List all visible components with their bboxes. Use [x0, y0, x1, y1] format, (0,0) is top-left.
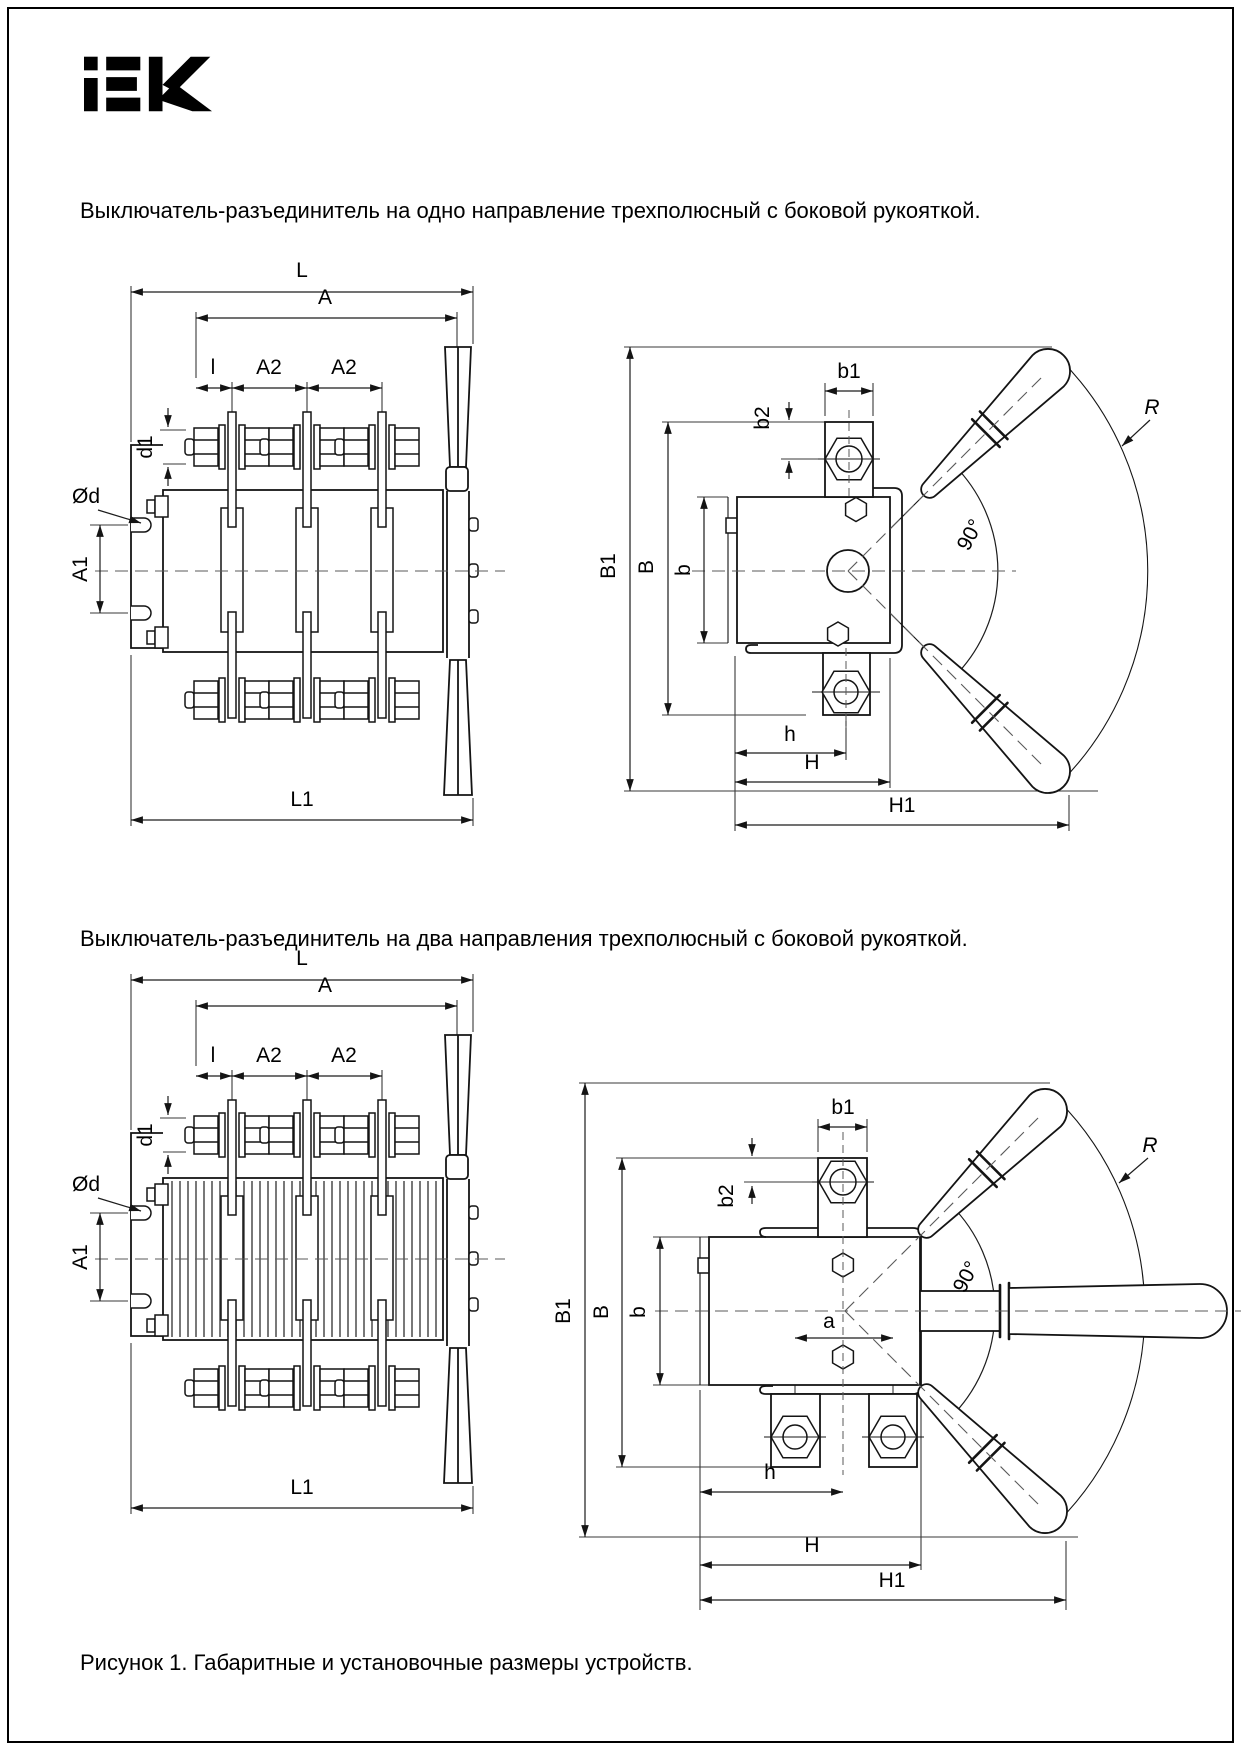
figure2-side-view — [552, 1083, 1241, 1610]
dim-label-A2: A2 — [331, 356, 357, 379]
dim-label-Od: Ød — [72, 1173, 101, 1196]
dim-label-H: H — [804, 1534, 820, 1557]
figure2-front-view — [69, 947, 505, 1514]
dim-label-90deg: 90° — [952, 515, 988, 555]
dim-label-A: A — [317, 974, 333, 997]
dim-label-L1: L1 — [290, 1476, 314, 1499]
figure-caption: Рисунок 1. Габаритные и установочные размеры устройств. — [80, 1650, 693, 1675]
dim-label-a: a — [823, 1310, 835, 1333]
figure1-front-view — [69, 259, 505, 826]
dim-label-b2: b2 — [715, 1184, 738, 1208]
dim-label-h: h — [764, 1461, 776, 1484]
dim-label-L: L — [296, 259, 308, 282]
dim-label-A: A — [317, 286, 333, 309]
dim-label-A2: A2 — [256, 356, 282, 379]
dim-label-l: l — [210, 1044, 216, 1067]
dim-label-b: b — [672, 564, 695, 576]
dim-label-b: b — [627, 1306, 650, 1318]
dim-label-H: H — [804, 751, 820, 774]
figure1-title: Выключатель-разъединитель на одно направление трехполюсный с боковой рукояткой. — [80, 198, 981, 223]
dim-label-b1: b1 — [831, 1096, 855, 1119]
dim-label-A2: A2 — [256, 1044, 282, 1067]
dim-label-A1: A1 — [69, 1244, 92, 1270]
dim-label-B: B — [635, 559, 658, 575]
figure1-side-view — [597, 347, 1160, 831]
dim-label-B1: B1 — [597, 553, 620, 579]
dim-label-H1: H1 — [878, 1569, 906, 1592]
dim-label-L1: L1 — [290, 788, 314, 811]
dim-label-H1: H1 — [888, 794, 916, 817]
dim-label-B1: B1 — [552, 1298, 575, 1324]
dim-label-R: R — [1142, 1134, 1158, 1157]
dim-label-d1: d1 — [134, 435, 157, 459]
dim-label-Od: Ød — [72, 485, 101, 508]
dim-label-90deg: 90° — [948, 1257, 984, 1297]
dim-label-h: h — [784, 723, 796, 746]
dim-label-R: R — [1144, 396, 1160, 419]
figure2-front-body — [95, 1035, 505, 1483]
dim-label-A1: A1 — [69, 556, 92, 582]
dim-label-B: B — [590, 1304, 613, 1320]
dim-label-L: L — [296, 947, 308, 970]
figure1-front-body — [95, 347, 505, 795]
figure2-title: Выключатель-разъединитель на два направления трехполюсный с боковой рукояткой. — [80, 926, 968, 951]
dim-label-A2: A2 — [331, 1044, 357, 1067]
dim-label-b1: b1 — [837, 360, 861, 383]
dim-label-l: l — [210, 356, 216, 379]
figure2-side-body — [698, 1132, 924, 1475]
dim-label-b2: b2 — [751, 406, 774, 430]
figure1-handle-sweep-arc — [1060, 359, 1148, 783]
dim-label-d1: d1 — [134, 1123, 157, 1147]
figure1-side-body — [726, 410, 902, 728]
